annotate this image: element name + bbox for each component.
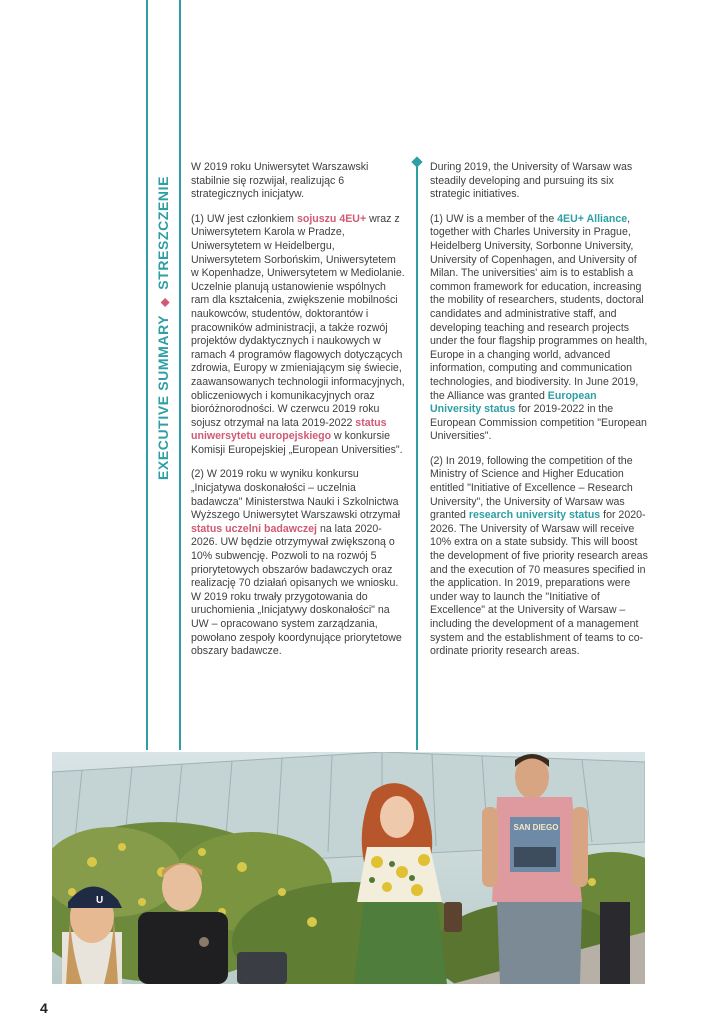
vertical-rule-right (416, 164, 418, 750)
english-column (430, 161, 650, 670)
highlight-4eu-alliance-en: 4EU+ Alliance (557, 212, 628, 225)
page-number: 4 (40, 1000, 48, 1016)
student-with-cap (62, 886, 122, 984)
shirt-print-text: SAN DIEGO (513, 823, 559, 832)
english-paragraph-1: During 2019, the University of Warsaw was steadily developing and pursuing its six strategic initiatives. (430, 161, 633, 201)
english-paragraph-3: (2) In 2019, following the competition of the Ministry of Science and Higher Education entitled "Initiative of Excellence – Research University", the University of Warsaw was granted research university status for 2020-2026. The University of Warsaw will receive 10% extra on a state subsidy. This will boost the development of five priority research areas and the execution of 70 measures specified in the application. In 2019, preparations were under way to launch the "Initiative of Excellence" at the University of Warsaw – including the development of a management system and the establishment of teams to co-ordinate priority research areas. (430, 454, 648, 658)
polish-paragraph-3: (2) W 2019 roku w wyniku konkursu „Inicjatywa doskonałości – uczelnia badawcza" Ministerstwa Nauki i Szkolnictwa Wyższego Uniwersytet Warszawski otrzymał status uczelni badawczej na lata 2020-2026. UW będzie otrzymywał zwiększoną o 10% subwencję. Pozwoli to na rozwój 5 priorytetowych obszarów badawczych oraz realizację 70 działań opisanych we wniosku. W 2019 roku trwały przygotowania do uruchomienia „Inicjatywy doskonałości" na UW – opracowano system zarządzania, powołano zespoły koordynujące priorytetowe obszary badawcze. (191, 468, 402, 658)
cap-print-text: U (96, 895, 104, 906)
polish-column (191, 161, 406, 670)
english-paragraph-2: (1) UW is a member of the 4EU+ Alliance, together with Charles University in Prague, Heidelberg University, Sorbonne University, University of Copenhagen, and University of Milan. The universities' aim is to establish a common framework for education, increasing the mobility of researchers, students, doctoral candidates and administrative staff, and developing teaching and research projects under the four flagship programmes on health, Europe in a changing world, advanced information, computing and communication technologies, and biodiversity. In June 2019, the Alliance was granted European University status for 2019-2022 in the European Commission competition "European Universities". (430, 212, 648, 443)
section-title-vertical (146, 155, 180, 500)
partial-person-right (600, 902, 630, 984)
students-photo (52, 752, 645, 984)
diamond-marker-icon (411, 156, 422, 167)
highlight-european-university-status-pl: status uniwersytetu europejskiego (191, 416, 387, 443)
highlight-european-university-status-en: European University status (430, 389, 597, 416)
section-title-english: EXECUTIVE SUMMARY (155, 314, 171, 480)
students-photo-illustration (52, 752, 645, 984)
diamond-separator-icon: ◆ (159, 297, 171, 307)
polish-paragraph-1: W 2019 roku Uniwersytet Warszawski stabilnie się rozwijał, realizując 6 strategicznych inicjatyw. (191, 161, 369, 201)
highlight-4eu-alliance-pl: sojuszu 4EU+ (296, 212, 367, 225)
bag (237, 952, 287, 984)
section-title-polish: STRESZCZENIE (155, 175, 171, 290)
polish-paragraph-2: (1) UW jest członkiem sojuszu 4EU+ wraz z Uniwersytetem Karola w Pradze, Uniwersytetem w Heidelbergu, Uniwersytetem Sorbońskim, Uniwersytetem w Kopenhadze, Uniwersytetem w Mediolanie. Uczelnie planują ustanowienie wspólnych ram dla kształcenia, zwiększenie mobilności naukowców, studentów, doktorantów i pracowników administracji, a także rozwój projektów dydaktycznych i naukowych w ramach 4 programów flagowych dotyczących zdrowia, Europy w zmieniającym się świecie, zaawansowanych technologii informacyjnych, obliczeniowych i komunikacyjnych oraz bioróżnorodności. W czerwcu 2019 roku sojusz otrzymał na lata 2019-2022 status uniwersytetu europejskiego w konkursie Komisji Europejskiej „European Universities". (191, 212, 405, 456)
highlight-research-university-status-pl: status uczelni badawczej (191, 522, 317, 535)
highlight-research-university-status-en: research university status (468, 509, 601, 522)
